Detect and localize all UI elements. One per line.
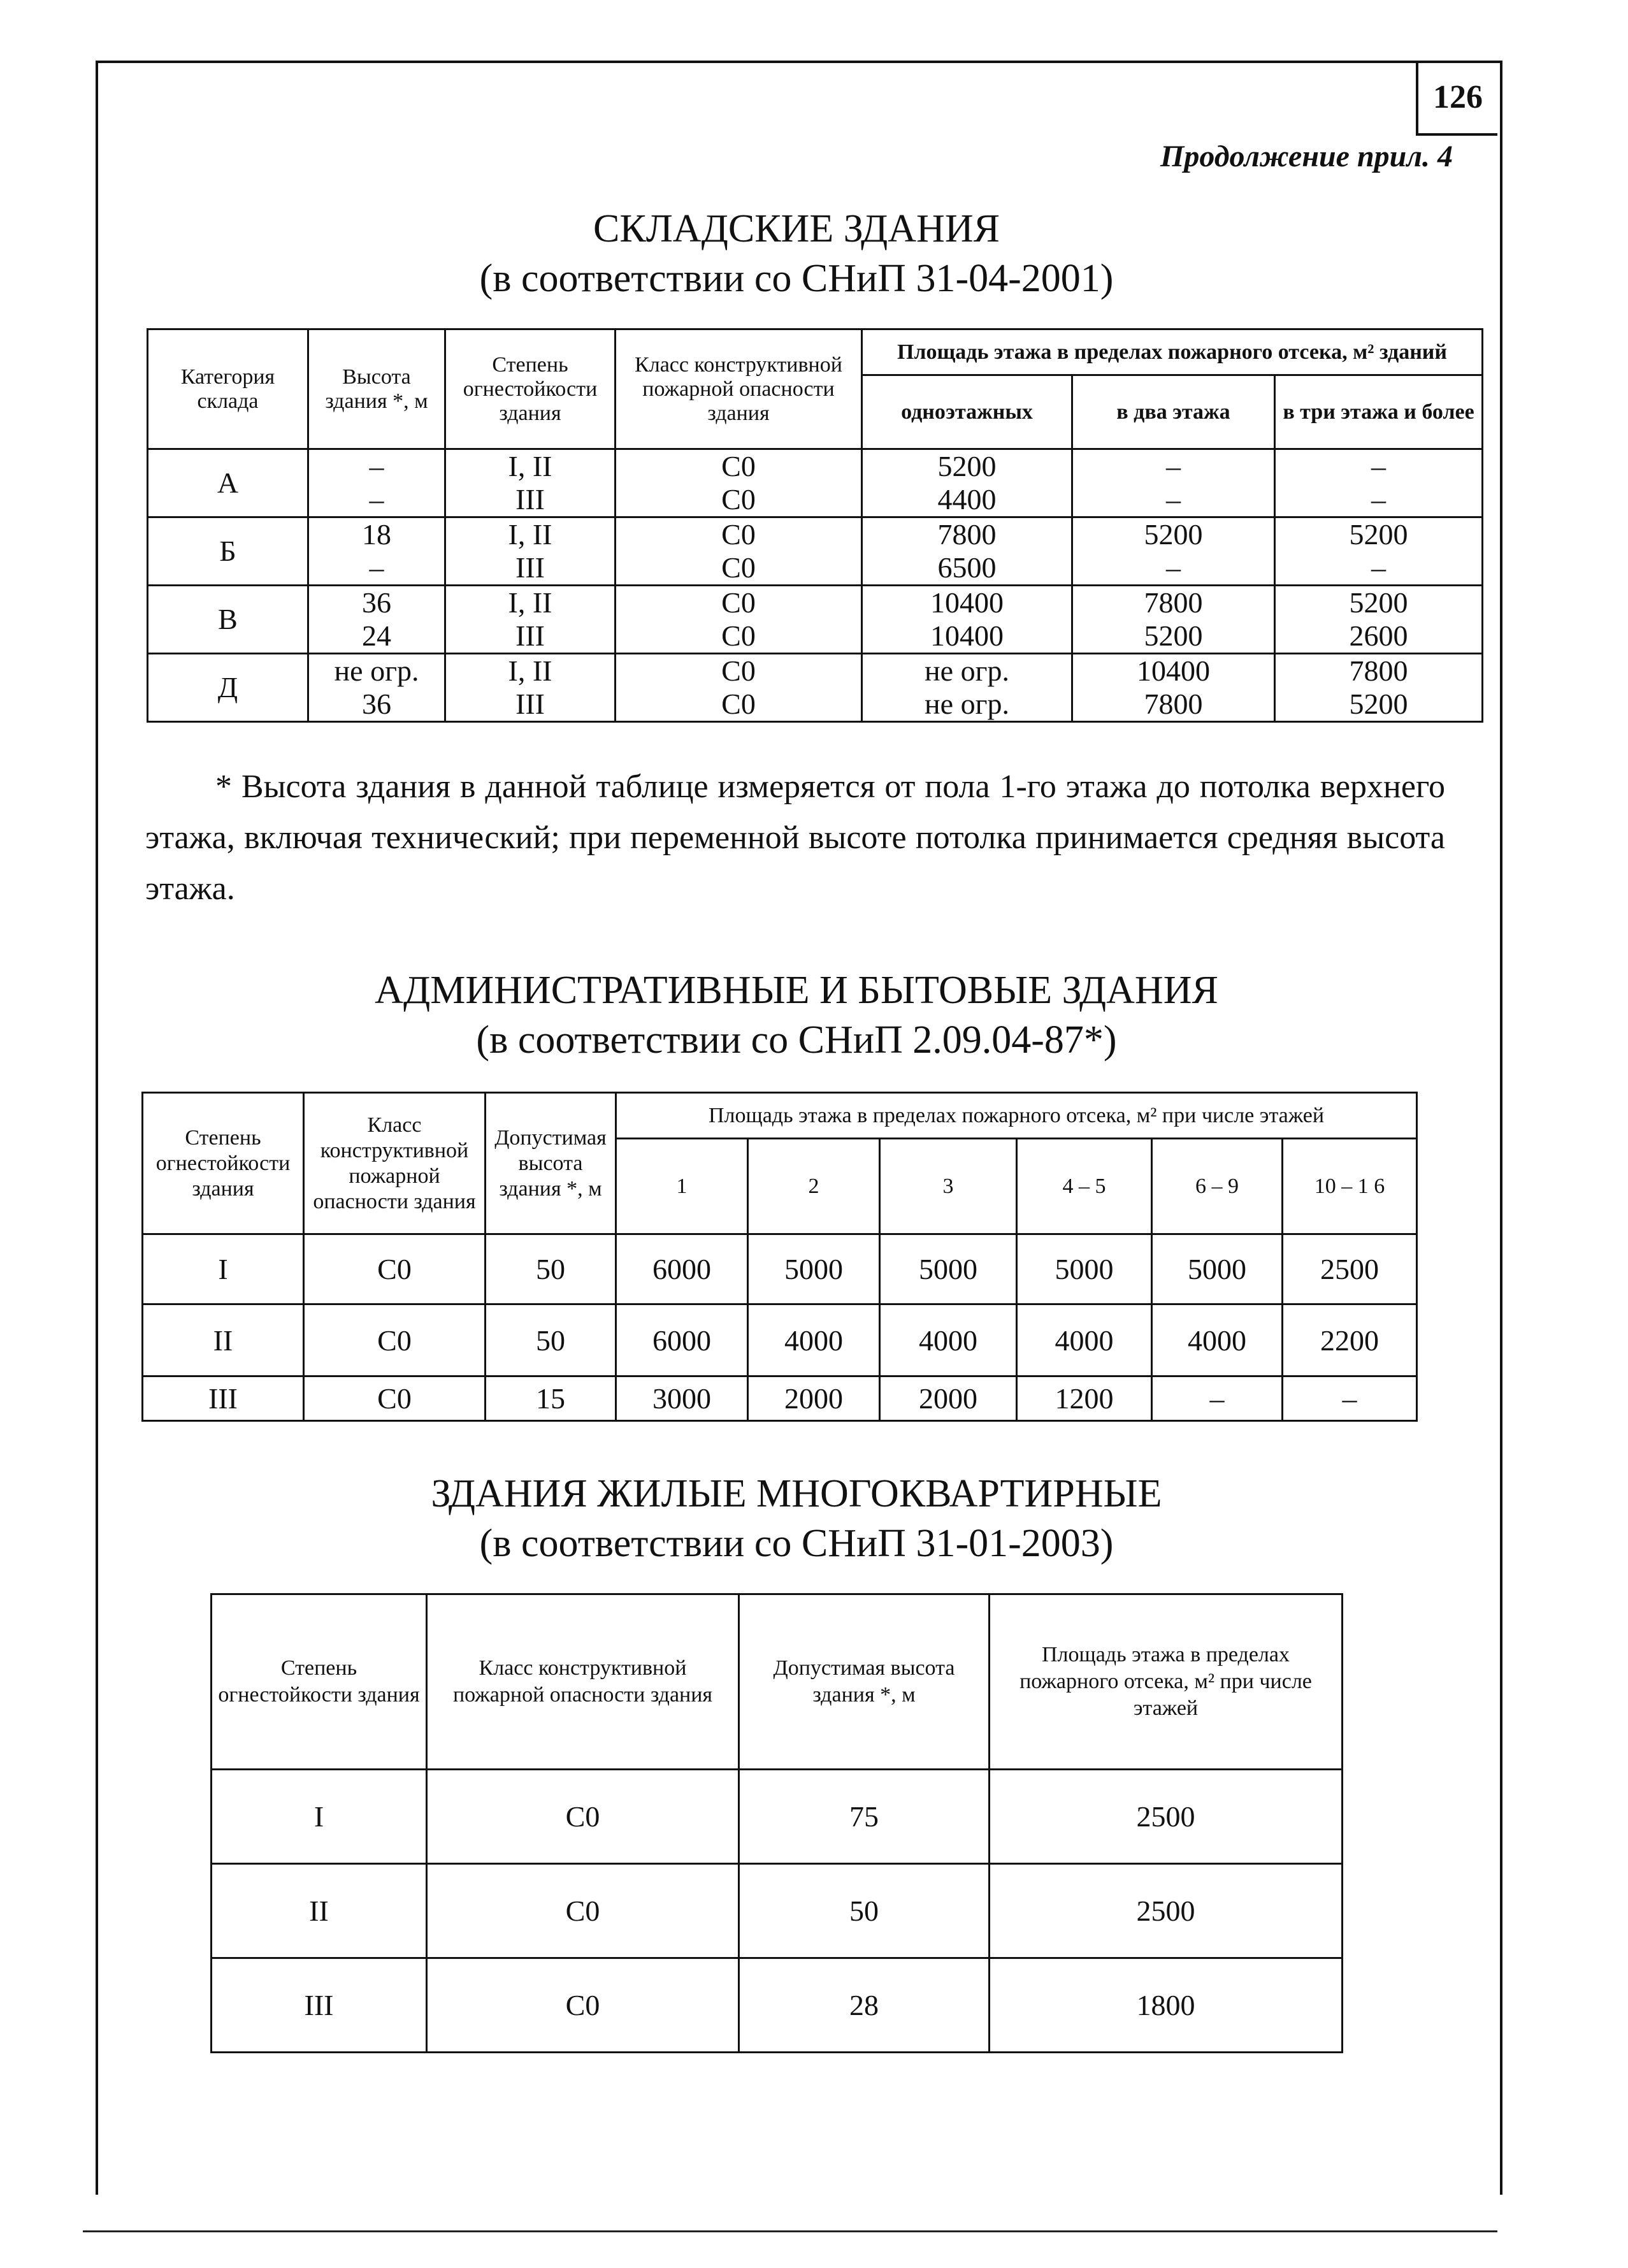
residential-cell-height: 50	[739, 1864, 990, 1958]
residential-cell-area: 2500	[990, 1864, 1343, 1958]
residential-title: ЗДАНИЯ ЖИЛЫЕ МНОГОКВАРТИРНЫЕ	[431, 1472, 1162, 1515]
admin-cell-value: 5000	[880, 1234, 1017, 1304]
warehouse-cell-fire	[445, 654, 616, 722]
admin-heading	[96, 965, 1497, 1065]
warehouse-header-three-plus: в три этажа и более	[1275, 375, 1483, 449]
residential-cell-height: 28	[739, 1958, 990, 2053]
warehouse-value-one: не огр.	[925, 688, 1009, 720]
warehouse-value-fire: I, II	[508, 518, 552, 551]
table-row	[212, 1770, 1343, 1864]
admin-header-floors: 3	[880, 1139, 1017, 1234]
admin-cell-value: 5000	[748, 1234, 880, 1304]
warehouse-value-two: –	[1166, 551, 1181, 584]
warehouse-cell-category: А	[148, 449, 308, 517]
warehouse-value-height: 36	[362, 586, 391, 619]
warehouse-value-height: 36	[362, 688, 391, 720]
table-row	[143, 1234, 1417, 1304]
warehouse-header-construction-class: Класс конструктивной пожарной опасности здания	[616, 329, 862, 449]
warehouse-table	[147, 328, 1483, 723]
warehouse-value-three: –	[1371, 551, 1386, 584]
residential-cell-class: С0	[427, 1958, 739, 2053]
table-row	[212, 1864, 1343, 1958]
warehouse-value-cls: С0	[721, 551, 756, 584]
admin-header-height: Допустимая высота здания *, м	[486, 1093, 616, 1234]
table-row	[148, 449, 1483, 517]
warehouse-value-fire: I, II	[508, 586, 552, 619]
warehouse-cell-cls	[616, 449, 862, 517]
warehouse-value-three: 7800	[1349, 654, 1408, 687]
admin-cell-value: 2000	[880, 1376, 1017, 1421]
continuation-label: Продолжение прил. 4	[1160, 140, 1453, 173]
admin-cell-height: 50	[486, 1234, 616, 1304]
warehouse-cell-height	[308, 586, 445, 654]
warehouse-value-one: 10400	[930, 619, 1004, 652]
warehouse-cell-one	[862, 654, 1072, 722]
admin-header-floors: 4 – 5	[1017, 1139, 1152, 1234]
warehouse-value-one: 6500	[937, 551, 997, 584]
admin-cell-class: С0	[304, 1304, 486, 1376]
warehouse-value-fire: III	[515, 619, 545, 652]
warehouse-value-two: 5200	[1144, 518, 1203, 551]
admin-title: АДМИНИСТРАТИВНЫЕ И БЫТОВЫЕ ЗДАНИЯ	[375, 969, 1218, 1012]
warehouse-cell-three	[1275, 654, 1483, 722]
admin-cell-value: 2200	[1283, 1304, 1417, 1376]
warehouse-value-three: 5200	[1349, 518, 1408, 551]
admin-cell-value: 4000	[748, 1304, 880, 1376]
warehouse-cell-height	[308, 517, 445, 586]
warehouse-value-height: не огр.	[334, 654, 419, 687]
warehouse-cell-height	[308, 449, 445, 517]
admin-cell-height: 15	[486, 1376, 616, 1421]
table-row	[148, 586, 1483, 654]
admin-subtitle: (в соответствии со СНиП 2.09.04-87*)	[476, 1018, 1117, 1062]
admin-header-floors: 2	[748, 1139, 880, 1234]
admin-header-construction-class: Класс конструктивной пожарной опасности здания	[304, 1093, 486, 1234]
footnote: * Высота здания в данной таблице измеряется от пола 1-го этажа до потолка верхнего этажа, включая технический; при переменной высоте потолка принимается средняя высота этажа.	[145, 769, 1445, 907]
admin-table	[141, 1092, 1418, 1422]
admin-cell-value: 4000	[1152, 1304, 1283, 1376]
warehouse-header-height: Высота здания *, м	[308, 329, 445, 449]
warehouse-value-cls: С0	[721, 483, 756, 516]
residential-header-fire-resistance: Степень огнестойкости здания	[212, 1594, 427, 1770]
table-row	[212, 1958, 1343, 2053]
admin-header-fire-resistance: Степень огнестойкости здания	[143, 1093, 304, 1234]
table-row	[148, 517, 1483, 586]
residential-header-height: Допустимая высота здания *, м	[739, 1594, 990, 1770]
warehouse-cell-three	[1275, 517, 1483, 586]
warehouse-value-cls: С0	[721, 586, 756, 619]
warehouse-value-one: 7800	[937, 518, 997, 551]
admin-cell-value: 5000	[1152, 1234, 1283, 1304]
residential-cell-fire: III	[212, 1958, 427, 2053]
admin-cell-value: 5000	[1017, 1234, 1152, 1304]
page-bottom-rule	[83, 2230, 1497, 2232]
warehouse-body	[148, 449, 1483, 722]
warehouse-value-height: 18	[362, 518, 391, 551]
warehouse-value-one: 4400	[937, 483, 997, 516]
warehouse-title: СКЛАДСКИЕ ЗДАНИЯ	[593, 207, 1000, 250]
warehouse-value-cls: С0	[721, 654, 756, 687]
residential-subtitle: (в соответствии со СНиП 31-01-2003)	[479, 1522, 1114, 1565]
warehouse-cell-fire	[445, 586, 616, 654]
residential-cell-fire: I	[212, 1770, 427, 1864]
residential-header-construction-class: Класс конструктивной пожарной опасности здания	[427, 1594, 739, 1770]
warehouse-value-cls: С0	[721, 688, 756, 720]
admin-cell-value: 2000	[748, 1376, 880, 1421]
warehouse-cell-fire	[445, 517, 616, 586]
warehouse-value-three: –	[1371, 450, 1386, 482]
admin-header-area-group: Площадь этажа в пределах пожарного отсека, м² при числе этажей	[616, 1093, 1417, 1139]
warehouse-cell-two	[1072, 654, 1275, 722]
warehouse-value-one: не огр.	[925, 654, 1009, 687]
residential-cell-area: 1800	[990, 1958, 1343, 2053]
warehouse-value-three: 2600	[1349, 619, 1408, 652]
warehouse-cell-one	[862, 586, 1072, 654]
warehouse-value-fire: III	[515, 688, 545, 720]
warehouse-value-cls: С0	[721, 450, 756, 482]
warehouse-value-fire: III	[515, 551, 545, 584]
warehouse-header-two-storey: в два этажа	[1072, 375, 1275, 449]
warehouse-cell-two	[1072, 586, 1275, 654]
warehouse-value-one: 10400	[930, 586, 1004, 619]
warehouse-value-fire: III	[515, 483, 545, 516]
page-number: 126	[1416, 61, 1497, 136]
warehouse-value-fire: I, II	[508, 450, 552, 482]
warehouse-value-one: 5200	[937, 450, 997, 482]
warehouse-value-cls: С0	[721, 518, 756, 551]
warehouse-cell-one	[862, 449, 1072, 517]
warehouse-value-cls: С0	[721, 619, 756, 652]
warehouse-cell-two	[1072, 517, 1275, 586]
warehouse-value-three: 5200	[1349, 586, 1408, 619]
admin-cell-height: 50	[486, 1304, 616, 1376]
warehouse-cell-cls	[616, 586, 862, 654]
warehouse-cell-category: Б	[148, 517, 308, 586]
admin-cell-value: 6000	[616, 1234, 748, 1304]
warehouse-cell-three	[1275, 449, 1483, 517]
warehouse-cell-three	[1275, 586, 1483, 654]
table-row	[143, 1304, 1417, 1376]
table-row	[148, 654, 1483, 722]
warehouse-value-height: –	[369, 551, 384, 584]
warehouse-value-height: –	[369, 450, 384, 482]
warehouse-cell-category: В	[148, 586, 308, 654]
warehouse-value-two: 7800	[1144, 586, 1203, 619]
warehouse-value-two: –	[1166, 450, 1181, 482]
warehouse-value-three: 5200	[1349, 688, 1408, 720]
warehouse-cell-category: Д	[148, 654, 308, 722]
admin-cell-value: –	[1283, 1376, 1417, 1421]
admin-cell-value: 1200	[1017, 1376, 1152, 1421]
residential-heading	[96, 1469, 1497, 1568]
admin-cell-fire: II	[143, 1304, 304, 1376]
warehouse-heading	[96, 204, 1497, 303]
admin-cell-value: 6000	[616, 1304, 748, 1376]
admin-cell-value: 2500	[1283, 1234, 1417, 1304]
residential-header-area: Площадь этажа в пределах пожарного отсека, м² при числе этажей	[990, 1594, 1343, 1770]
residential-table	[210, 1593, 1343, 2053]
warehouse-cell-two	[1072, 449, 1275, 517]
warehouse-value-fire: I, II	[508, 654, 552, 687]
admin-cell-value: 4000	[880, 1304, 1017, 1376]
warehouse-header-category: Категория склада	[148, 329, 308, 449]
warehouse-cell-one	[862, 517, 1072, 586]
warehouse-header-one-storey: одноэтажных	[862, 375, 1072, 449]
warehouse-cell-cls	[616, 654, 862, 722]
warehouse-value-height: –	[369, 483, 384, 516]
residential-cell-class: С0	[427, 1864, 739, 1958]
residential-cell-height: 75	[739, 1770, 990, 1864]
admin-cell-value: 3000	[616, 1376, 748, 1421]
residential-cell-class: С0	[427, 1770, 739, 1864]
admin-header-floors: 6 – 9	[1152, 1139, 1283, 1234]
warehouse-value-two: 5200	[1144, 619, 1203, 652]
warehouse-value-height: 24	[362, 619, 391, 652]
admin-cell-class: С0	[304, 1234, 486, 1304]
warehouse-value-two: –	[1166, 483, 1181, 516]
warehouse-cell-fire	[445, 449, 616, 517]
admin-cell-value: 4000	[1017, 1304, 1152, 1376]
admin-header-floors: 10 – 1 6	[1283, 1139, 1417, 1234]
residential-cell-area: 2500	[990, 1770, 1343, 1864]
warehouse-value-two: 10400	[1137, 654, 1210, 687]
residential-cell-fire: II	[212, 1864, 427, 1958]
warehouse-value-three: –	[1371, 483, 1386, 516]
admin-cell-fire: I	[143, 1234, 304, 1304]
admin-header-floors: 1	[616, 1139, 748, 1234]
warehouse-header-fire-resistance: Степень огнестойкости здания	[445, 329, 616, 449]
admin-cell-fire: III	[143, 1376, 304, 1421]
warehouse-header-area-group: Площадь этажа в пределах пожарного отсека, м² зданий	[862, 329, 1483, 375]
warehouse-cell-height	[308, 654, 445, 722]
warehouse-value-two: 7800	[1144, 688, 1203, 720]
admin-cell-class: С0	[304, 1376, 486, 1421]
warehouse-subtitle: (в соответствии со СНиП 31-04-2001)	[479, 257, 1114, 300]
warehouse-cell-cls	[616, 517, 862, 586]
admin-cell-value: –	[1152, 1376, 1283, 1421]
table-row	[143, 1376, 1417, 1421]
